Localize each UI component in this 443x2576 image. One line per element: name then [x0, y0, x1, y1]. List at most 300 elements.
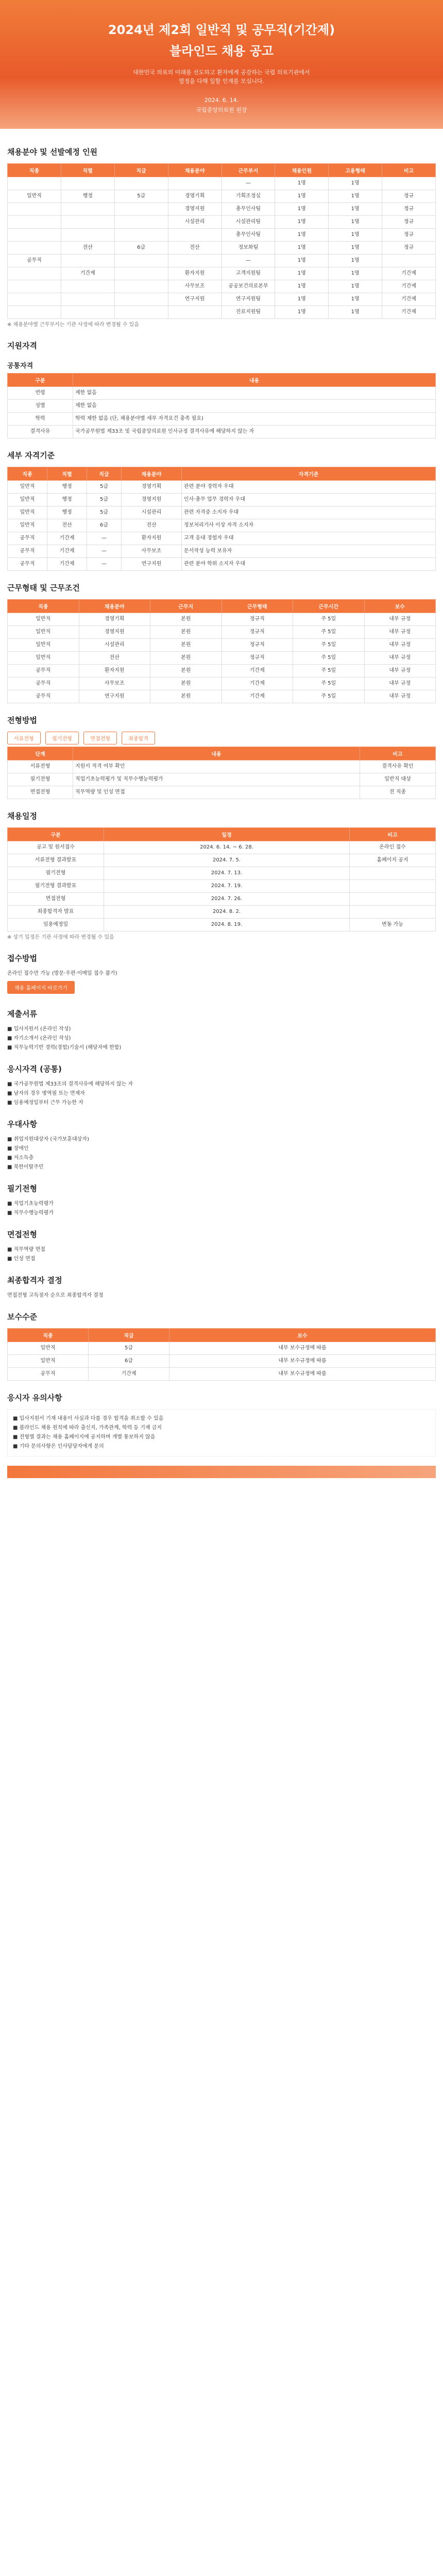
table-cell: 정규직 — [222, 626, 293, 639]
schedule-note: ※ 상기 일정은 기관 사정에 따라 변경될 수 있음 — [7, 935, 114, 940]
detail-qual-table — [7, 467, 436, 571]
list-item: ■ 직업기초능력평가 — [7, 1201, 54, 1207]
table-cell — [114, 177, 168, 190]
table-cell: 일반직 — [8, 1355, 89, 1368]
table-cell: 일반직 — [8, 519, 47, 532]
table-cell: 면접전형 — [8, 893, 104, 906]
table-cell — [8, 293, 61, 306]
table-cell: 경영지원 — [122, 494, 182, 506]
table-cell — [8, 216, 61, 229]
table-cell: 주 5일 — [293, 639, 365, 652]
section-title: 필기전형 — [7, 1184, 37, 1193]
table-cell: 5급 — [87, 506, 122, 519]
table-cell: 행정 — [47, 494, 87, 506]
col-header: 직급 — [87, 467, 122, 481]
table-cell: 관련 자격증 소지자 우대 — [182, 506, 436, 519]
table-cell: 직무역량 및 인성 면접 — [73, 786, 360, 799]
table-cell: 5급 — [114, 190, 168, 203]
table-cell: 시설관리 — [168, 216, 222, 229]
table-cell: 변동 가능 — [350, 919, 436, 931]
table-cell: 인사·총무 업무 경력자 우대 — [182, 494, 436, 506]
table-row — [8, 481, 436, 494]
table-cell: 공고 및 원서접수 — [8, 841, 104, 854]
table-cell: 2024. 7. 13. — [104, 867, 350, 880]
hero-title-2: 블라인드 채용 공고 — [169, 44, 274, 58]
table-cell — [61, 203, 114, 216]
table-cell: 정규 — [382, 203, 436, 216]
col-header: 보수 — [169, 1329, 436, 1342]
table-cell: 제한 없음 — [73, 400, 436, 413]
table-cell: 최종합격자 발표 — [8, 906, 104, 919]
table-cell: 1명 — [329, 216, 382, 229]
table-row — [8, 893, 436, 906]
col-header: 구분 — [8, 828, 104, 841]
section-title: 우대사항 — [7, 1120, 37, 1129]
section-title: 채용분야 및 선발예정 인원 — [7, 147, 98, 157]
table-cell: 본원 — [150, 626, 222, 639]
table-cell: 직업기초능력평가 및 직무수행능력평가 — [73, 773, 360, 786]
table-cell: 문서작성 능력 보유자 — [182, 545, 436, 558]
table-cell: 총무인사팀 — [222, 229, 275, 242]
table-cell: 1명 — [329, 229, 382, 242]
table-cell: 지원서 적격 여부 확인 — [73, 760, 360, 773]
table-row — [8, 177, 436, 190]
documents-list — [7, 1025, 436, 1052]
table-row — [8, 190, 436, 203]
table-cell: 1명 — [275, 293, 329, 306]
table-cell: 기간제 — [222, 677, 293, 690]
table-row — [8, 906, 436, 919]
table-cell: 공공보건의료본부 — [222, 280, 275, 293]
table-row — [8, 280, 436, 293]
table-cell: 시설관리 — [79, 639, 150, 652]
table-row — [8, 255, 436, 267]
table-cell: 주 5일 — [293, 626, 365, 639]
table-cell: 내부 규정 — [364, 677, 436, 690]
table-row — [8, 545, 436, 558]
table-cell: 본원 — [150, 677, 222, 690]
col-header: 직렬 — [47, 467, 87, 481]
col-header: 채용분야 — [122, 467, 182, 481]
list-item: ■ 입사지원서 기재 내용이 사실과 다를 경우 합격을 취소할 수 있음 — [13, 1416, 164, 1421]
table-cell: 사무보조 — [79, 677, 150, 690]
table-row — [8, 613, 436, 626]
apply-site-button[interactable]: 채용 홈페이지 바로가기 — [7, 981, 75, 994]
table-cell: 일반직 — [8, 506, 47, 519]
col-header: 채용인원 — [275, 164, 329, 177]
table-cell: 학력 제한 없음 (단, 채용분야별 세부 자격요건 충족 필요) — [73, 413, 436, 426]
table-cell: 내부 규정 — [364, 626, 436, 639]
process-step: 면접전형 — [83, 732, 117, 744]
table-cell: 경영기획 — [79, 613, 150, 626]
table-cell: 일반직 — [8, 190, 61, 203]
table-cell — [61, 306, 114, 319]
section-title: 응시자격 (공통) — [7, 1064, 62, 1074]
table-row — [8, 880, 436, 893]
table-cell: 주 5일 — [293, 677, 365, 690]
table-cell: 시설관리 — [122, 506, 182, 519]
table-cell: 6급 — [87, 519, 122, 532]
table-cell: 내부 규정 — [364, 613, 436, 626]
table-cell: 본원 — [150, 690, 222, 703]
table-cell: 본원 — [150, 613, 222, 626]
table-row — [8, 1342, 436, 1355]
list-item: ■ 블라인드 채용 원칙에 따라 출신지, 가족관계, 학력 등 기재 금지 — [13, 1425, 162, 1431]
process-step: 최종합격 — [122, 732, 155, 744]
col-header: 채용분야 — [168, 164, 222, 177]
table-cell: 고객지원팀 — [222, 267, 275, 280]
table-cell — [8, 267, 61, 280]
col-header: 비고 — [382, 164, 436, 177]
table-cell — [61, 280, 114, 293]
table-cell: 정보처리기사 이상 자격 소지자 — [182, 519, 436, 532]
table-cell: 1명 — [275, 255, 329, 267]
work-table — [7, 599, 436, 703]
table-cell: 기간제 — [382, 267, 436, 280]
table-cell — [168, 306, 222, 319]
table-cell: 1명 — [329, 177, 382, 190]
table-cell — [114, 203, 168, 216]
table-cell: 행정 — [47, 481, 87, 494]
table-cell: 1명 — [329, 203, 382, 216]
written-test-list — [7, 1200, 436, 1217]
table-cell: 연령 — [8, 387, 73, 400]
process-step: 서류전형 — [7, 732, 41, 744]
table-row — [8, 242, 436, 255]
table-row — [8, 306, 436, 319]
table-cell — [382, 177, 436, 190]
col-header: 자격기준 — [182, 467, 436, 481]
table-row — [8, 919, 436, 931]
col-header: 일정 — [104, 828, 350, 841]
col-header: 고용형태 — [329, 164, 382, 177]
table-cell — [350, 906, 436, 919]
section-title: 근무형태 및 근무조건 — [7, 583, 80, 592]
table-cell: 1명 — [329, 190, 382, 203]
table-cell — [61, 177, 114, 190]
table-cell: 1명 — [275, 216, 329, 229]
hero-banner — [0, 0, 443, 129]
table-cell — [8, 242, 61, 255]
table-row — [8, 532, 436, 545]
table-cell: 2024. 6. 14. ~ 6. 28. — [104, 841, 350, 854]
table-cell: 전산 — [47, 519, 87, 532]
table-cell: 공무직 — [8, 255, 61, 267]
col-header: 근무시간 — [293, 600, 365, 613]
table-row — [8, 400, 436, 413]
table-cell: 정규 — [382, 190, 436, 203]
schedule-table — [7, 827, 436, 931]
table-cell: 필기전형 결과발표 — [8, 880, 104, 893]
table-row — [8, 626, 436, 639]
hero-intro-line: 열정을 다해 일할 인재를 모십니다. — [178, 78, 265, 84]
table-cell: 진료지원팀 — [222, 306, 275, 319]
section-title: 채용일정 — [7, 811, 37, 821]
table-cell: 1명 — [275, 229, 329, 242]
table-row — [8, 387, 436, 400]
table-cell — [168, 177, 222, 190]
table-row — [8, 216, 436, 229]
table-cell — [114, 293, 168, 306]
table-cell: 경영지원 — [168, 203, 222, 216]
footer-bar — [7, 1466, 436, 1478]
table-cell: 일반직 — [8, 639, 79, 652]
list-item: ■ 취업지원대상자 (국가보훈대상자) — [7, 1137, 89, 1142]
table-row — [8, 506, 436, 519]
col-header: 직종 — [8, 164, 61, 177]
table-cell: 전산 — [122, 519, 182, 532]
salary-table-body — [8, 1342, 436, 1381]
table-cell: 1명 — [329, 255, 382, 267]
table-cell: 전산 — [79, 652, 150, 665]
list-item: ■ 임용예정일부터 근무 가능한 자 — [7, 1100, 83, 1106]
col-header: 직급 — [89, 1329, 169, 1342]
table-cell: 본원 — [150, 665, 222, 677]
final-decision-text: 면접전형 고득점자 순으로 최종합격자 결정 — [7, 1293, 104, 1298]
table-cell: 1명 — [275, 190, 329, 203]
table-cell — [350, 880, 436, 893]
table-cell: 기획조정실 — [222, 190, 275, 203]
apply-text: 온라인 접수만 가능 (방문·우편·이메일 접수 불가) — [7, 971, 117, 976]
section-title: 세부 자격기준 — [7, 451, 55, 460]
table-cell: 행정 — [61, 190, 114, 203]
table-cell — [114, 255, 168, 267]
table-cell: 정규 — [382, 242, 436, 255]
section-title: 접수방법 — [7, 954, 37, 963]
notice-list — [13, 1415, 430, 1451]
table-cell: 일반직 — [8, 481, 47, 494]
table-cell: 온라인 접수 — [350, 841, 436, 854]
table-cell: 2024. 7. 19. — [104, 880, 350, 893]
table-row — [8, 854, 436, 867]
table-cell: 정보화팀 — [222, 242, 275, 255]
table-cell: 1명 — [275, 177, 329, 190]
table-cell: 내부 규정 — [364, 690, 436, 703]
table-cell: 기간제 — [47, 545, 87, 558]
salary-table — [7, 1328, 436, 1381]
table-cell: 필기전형 — [8, 773, 73, 786]
table-row — [8, 867, 436, 880]
table-cell: 주 5일 — [293, 613, 365, 626]
table-cell: — — [87, 532, 122, 545]
section-subtitle: 공통자격 — [7, 362, 33, 370]
table-cell: 면접전형 — [8, 786, 73, 799]
list-item: ■ 북한이탈주민 — [7, 1164, 44, 1170]
table-cell: 사무보조 — [122, 545, 182, 558]
table-row — [8, 519, 436, 532]
hero-intro — [0, 68, 443, 86]
hero-org: 국립중앙의료원 원장 — [196, 107, 247, 113]
table-cell: 총무인사팀 — [222, 203, 275, 216]
table-cell: 정규직 — [222, 613, 293, 626]
table-cell: 공무직 — [8, 690, 79, 703]
section-title: 응시자 유의사항 — [7, 1393, 62, 1402]
table-cell: 연구지원팀 — [222, 293, 275, 306]
table-cell: 1명 — [275, 280, 329, 293]
table-row — [8, 1368, 436, 1381]
table-cell: 2024. 7. 5. — [104, 854, 350, 867]
table-cell: 1명 — [329, 242, 382, 255]
table-cell: 일반직 — [8, 1342, 89, 1355]
table-cell — [8, 306, 61, 319]
table-cell: 일반직 대상 — [360, 773, 436, 786]
table-cell: 5급 — [89, 1342, 169, 1355]
table-row — [8, 760, 436, 773]
process-table-body — [8, 760, 436, 799]
table-cell: 6급 — [114, 242, 168, 255]
table-cell: 2024. 8. 19. — [104, 919, 350, 931]
table-cell — [168, 229, 222, 242]
table-cell: 기간제 — [61, 267, 114, 280]
table-cell: 경영기획 — [122, 481, 182, 494]
hero-title-1: 2024년 제2회 일반직 및 공무직(기간제) — [108, 23, 335, 37]
table-cell: 1명 — [275, 267, 329, 280]
table-cell: 기간제 — [382, 293, 436, 306]
table-cell: 기간제 — [382, 306, 436, 319]
table-row — [8, 773, 436, 786]
table-cell: 환자지원 — [79, 665, 150, 677]
table-cell: 전산 — [61, 242, 114, 255]
col-header: 단계 — [8, 747, 73, 760]
table-cell: 결격사유 확인 — [360, 760, 436, 773]
table-row — [8, 413, 436, 426]
table-cell: — — [87, 558, 122, 571]
recruit-table — [7, 163, 436, 319]
table-cell: 1명 — [329, 267, 382, 280]
table-cell — [114, 216, 168, 229]
table-cell: 내부 규정 — [364, 665, 436, 677]
table-cell: 전 직종 — [360, 786, 436, 799]
table-cell: — — [222, 255, 275, 267]
table-cell — [61, 293, 114, 306]
list-item: ■ 자기소개서 (온라인 작성) — [7, 1036, 71, 1041]
table-cell: 공무직 — [8, 665, 79, 677]
table-row — [8, 652, 436, 665]
table-cell: 내부 보수규정에 따름 — [169, 1355, 436, 1368]
process-table — [7, 747, 436, 799]
table-cell: 정규 — [382, 216, 436, 229]
table-cell: 임용예정일 — [8, 919, 104, 931]
table-cell: 서류전형 — [8, 760, 73, 773]
qual-table — [7, 373, 436, 438]
section-title: 전형방법 — [7, 716, 37, 725]
table-row — [8, 639, 436, 652]
list-item: ■ 기타 문의사항은 인사담당자에게 문의 — [13, 1444, 104, 1449]
table-cell: 1명 — [275, 306, 329, 319]
list-item: ■ 전형별 결과는 채용 홈페이지에 공지하며 개별 통보하지 않음 — [13, 1434, 156, 1440]
list-item: ■ 직무능력기반 경력(경험)기술서 (해당자에 한함) — [7, 1045, 122, 1050]
table-cell — [382, 255, 436, 267]
table-cell: 환자지원 — [122, 532, 182, 545]
table-cell: 기간제 — [47, 532, 87, 545]
table-cell: 학력 — [8, 413, 73, 426]
table-cell: 2024. 8. 2. — [104, 906, 350, 919]
table-cell: 기간제 — [222, 690, 293, 703]
table-cell: 내부 규정 — [364, 639, 436, 652]
table-cell: 성별 — [8, 400, 73, 413]
table-cell: 서류전형 결과발표 — [8, 854, 104, 867]
table-row — [8, 558, 436, 571]
process-step: 필기전형 — [45, 732, 79, 744]
section-note: ※ 채용분야별 근무부서는 기관 사정에 따라 변경될 수 있음 — [7, 322, 139, 328]
list-item: ■ 직무수행능력평가 — [7, 1210, 54, 1216]
table-cell: 내부 보수규정에 따름 — [169, 1342, 436, 1355]
table-cell: 주 5일 — [293, 652, 365, 665]
table-cell — [61, 255, 114, 267]
table-row — [8, 677, 436, 690]
table-cell: 1명 — [329, 293, 382, 306]
table-cell: 정규직 — [222, 639, 293, 652]
table-cell: 제한 없음 — [73, 387, 436, 400]
table-cell: 6급 — [89, 1355, 169, 1368]
table-cell: 관련 분야 경력자 우대 — [182, 481, 436, 494]
list-item: ■ 입사지원서 (온라인 작성) — [7, 1026, 71, 1032]
table-cell — [114, 306, 168, 319]
table-row — [8, 426, 436, 438]
table-cell: 2024. 7. 26. — [104, 893, 350, 906]
table-cell: 기간제 — [222, 665, 293, 677]
table-cell — [114, 267, 168, 280]
table-cell: 내부 보수규정에 따름 — [169, 1368, 436, 1381]
interview-list — [7, 1246, 436, 1263]
notice-box — [7, 1409, 436, 1456]
table-row — [8, 786, 436, 799]
table-cell — [8, 203, 61, 216]
table-cell: 기간제 — [47, 558, 87, 571]
table-cell: 공무직 — [8, 1368, 89, 1381]
col-header: 내용 — [73, 374, 436, 387]
table-row — [8, 841, 436, 854]
table-cell: 행정 — [47, 506, 87, 519]
table-cell — [61, 216, 114, 229]
list-item: ■ 남자의 경우 병역필 또는 면제자 — [7, 1091, 85, 1096]
table-cell: 일반직 — [8, 652, 79, 665]
hero-intro-line: 대한민국 의료의 미래를 선도하고 환자에게 공감하는 국립 의료기관에서 — [133, 69, 310, 76]
table-cell: 1명 — [329, 280, 382, 293]
section-title: 지원자격 — [7, 341, 37, 350]
table-cell: 연구지원 — [122, 558, 182, 571]
col-header: 보수 — [364, 600, 436, 613]
table-cell: 경영지원 — [79, 626, 150, 639]
table-cell: 사무보조 — [168, 280, 222, 293]
table-cell: 시설관리팀 — [222, 216, 275, 229]
col-header: 직렬 — [61, 164, 114, 177]
col-header: 근무형태 — [222, 600, 293, 613]
table-cell: 관련 분야 학위 소지자 우대 — [182, 558, 436, 571]
section-title: 최종합격자 결정 — [7, 1276, 62, 1285]
table-cell: 연구지원 — [168, 293, 222, 306]
table-cell: 5급 — [87, 481, 122, 494]
hero-date: 2024. 6. 14. — [204, 97, 239, 104]
table-cell: 1명 — [329, 306, 382, 319]
table-cell: 경영기획 — [168, 190, 222, 203]
col-header: 직급 — [114, 164, 168, 177]
table-cell: 일반직 — [8, 626, 79, 639]
list-item: ■ 국가공무원법 제33조의 결격사유에 해당하지 않는 자 — [7, 1081, 133, 1087]
table-cell: 1명 — [275, 203, 329, 216]
list-item: ■ 직무역량 면접 — [7, 1247, 45, 1252]
table-cell — [350, 893, 436, 906]
table-cell — [114, 280, 168, 293]
table-row — [8, 293, 436, 306]
table-cell: 일반직 — [8, 494, 47, 506]
recruit-table-body — [8, 177, 436, 319]
table-cell: 공무직 — [8, 532, 47, 545]
list-item: ■ 장애인 — [7, 1146, 29, 1151]
table-cell: 기간제 — [382, 280, 436, 293]
table-cell: 필기전형 — [8, 867, 104, 880]
table-cell — [8, 229, 61, 242]
